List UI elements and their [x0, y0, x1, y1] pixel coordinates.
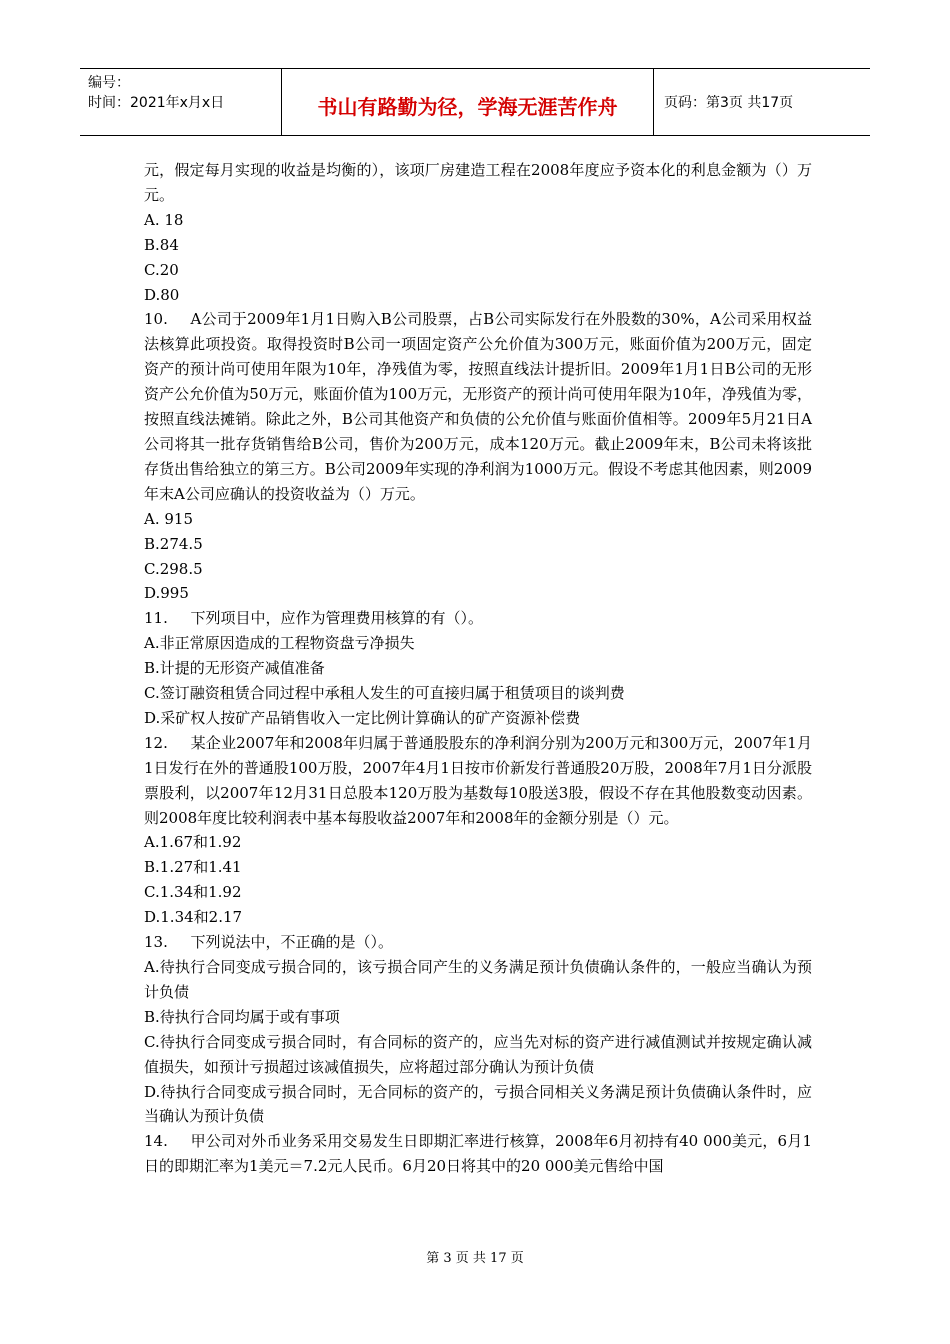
option-line: B.274.5	[144, 534, 203, 553]
intro-line: 元，假定每月实现的收益是均衡的），该项厂房建造工程在2008年度应予资本化的利息金额为（）万元。	[144, 161, 812, 204]
question-10	[144, 307, 812, 506]
option-line: D.80	[144, 285, 180, 304]
option-line: D.995	[144, 584, 189, 603]
doc-number-label: 编号：	[88, 75, 130, 91]
option-line: C.20	[144, 260, 179, 279]
doc-time-label: 时间：2021年x月x日	[88, 95, 225, 111]
option-line: A.非正常原因造成的工程物资盘亏净损失	[144, 634, 415, 653]
option-line: A. 915	[144, 509, 193, 528]
option-line: A.1.67和1.92	[144, 833, 242, 852]
option-line: C.待执行合同变成亏损合同时，有合同标的资产的，应当先对标的资产进行减值测试并按规定确认减值损失，如预计亏损超过该减值损失，应将超过部分确认为预计负债	[144, 1032, 812, 1076]
question-number: 11.	[144, 609, 168, 628]
question-12	[144, 731, 812, 831]
header-meta	[80, 69, 282, 135]
question-text: 下列说法中，不正确的是（）。	[190, 933, 394, 952]
question-number: 10.	[144, 310, 168, 329]
option-line: D.待执行合同变成亏损合同时，无合同标的资产的，亏损合同相关义务满足预计负债确认条件时，应当确认为预计负债	[144, 1082, 812, 1126]
question-text: 某企业2007年和2008年归属于普通股股东的净利润分别为200万元和300万元，2007年1月1日发行在外的普通股100万股，2007年4月1日按市价新发行普通股20万股，2008年7月1日分派股票股利，以2007年12月31日总股本120万股为基数每10股送3股，假设不存在其他股数变动因素。则2008年度比较利润表中基本每股收益2007年和2008年的金额分别是（）元。	[144, 733, 812, 827]
question-11	[144, 606, 812, 631]
question-text: 下列项目中，应作为管理费用核算的有（）。	[190, 609, 484, 628]
question-number: 14.	[144, 1132, 168, 1151]
document-body	[144, 158, 812, 1179]
option-line: C.1.34和1.92	[144, 883, 242, 902]
question-text: 甲公司对外币业务采用交易发生日即期汇率进行核算，2008年6月初持有40 000美元，6月1日的即期汇率为1美元＝7.2元人民币。6月20日将其中的20 000美元售给中国	[144, 1132, 812, 1176]
question-number: 13.	[144, 933, 168, 952]
option-line: B.计提的无形资产减值准备	[144, 659, 325, 678]
question-14	[144, 1129, 812, 1179]
page-header	[80, 68, 870, 136]
option-line: C.298.5	[144, 559, 203, 578]
question-number: 12.	[144, 733, 168, 752]
option-line: D.采矿权人按矿产品销售收入一定比例计算确认的矿产资源补偿费	[144, 708, 581, 727]
question-text: A公司于2009年1月1日购入B公司股票，占B公司实际发行在外股数的30%，A公司采用权益法核算此项投资。取得投资时B公司一项固定资产公允价值为300万元，账面价值为200万元，固定资产的预计尚可使用年限为10年，净残值为零，按照直线法计提折旧。2009年1月1日B公司的无形资产公允价值为50万元，账面价值为100万元，无形资产的预计尚可使用年限为10年，净残值为零，按照直线法摊销。除此之外，B公司其他资产和负债的公允价值与账面价值相等。2009年5月21日A公司将其一批存货销售给B公司，售价为200万元，成本120万元。截止2009年末，B公司未将该批存货出售给独立的第三方。B公司2009年实现的净利润为1000万元。假设不考虑其他因素，则2009年末A公司应确认的投资收益为（）万元。	[144, 310, 812, 503]
question-13	[144, 930, 812, 955]
option-line: A.待执行合同变成亏损合同的，该亏损合同产生的义务满足预计负债确认条件的，一般应当确认为预计负债	[144, 958, 812, 1001]
option-line: B.84	[144, 235, 179, 254]
header-motto: 书山有路勤为径，学海无涯苦作舟	[282, 69, 654, 135]
option-line: A. 18	[144, 210, 184, 229]
option-line: C.签订融资租赁合同过程中承租人发生的可直接归属于租赁项目的谈判费	[144, 684, 625, 703]
page-footer: 第 3 页 共 17 页	[426, 1251, 524, 1266]
option-line: B.1.27和1.41	[144, 858, 242, 877]
option-line: D.1.34和2.17	[144, 908, 243, 927]
option-line: B.待执行合同均属于或有事项	[144, 1007, 340, 1026]
header-page-label: 页码：第3页 共17页	[664, 95, 794, 111]
